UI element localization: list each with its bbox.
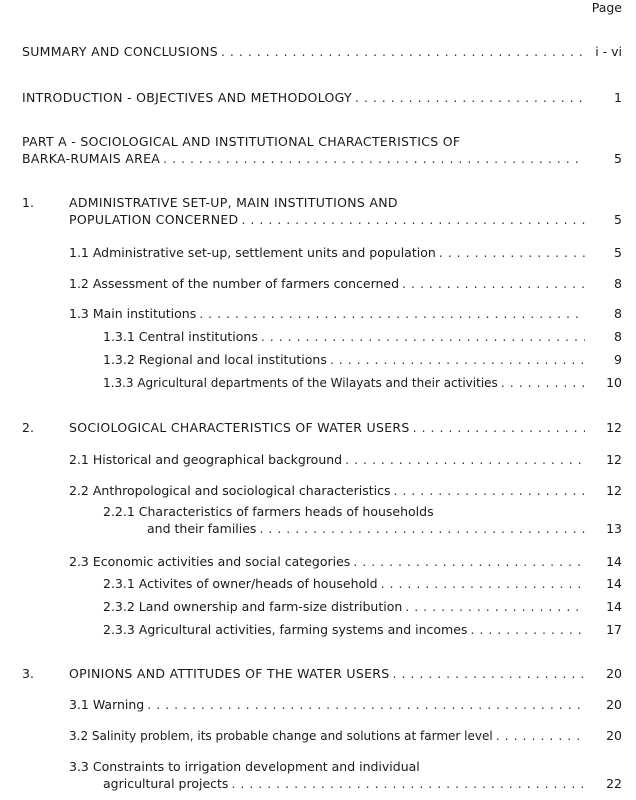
toc-entry-1-2 [69, 276, 588, 292]
toc-entry-2-1 [69, 452, 588, 468]
leader-dots [241, 212, 585, 228]
toc-page-number: 8 [614, 329, 622, 344]
toc-label: agricultural projects [103, 776, 229, 791]
toc-page-number: 9 [614, 352, 622, 367]
toc-label: 2.3.3 Agricultural activities, farming systems and incomes [103, 622, 468, 637]
leader-dots [439, 245, 585, 261]
toc-label: BARKA-RUMAIS AREA [22, 151, 161, 166]
leader-dots [381, 576, 585, 592]
toc-page-number: 20 [606, 666, 622, 681]
toc-label: 1.3.2 Regional and local institutions [103, 352, 327, 367]
toc-page-number: 12 [606, 452, 622, 467]
toc-label: 2.3 Economic activities and social categories [69, 554, 351, 569]
toc-page-number: 12 [606, 483, 622, 498]
leader-dots [330, 352, 585, 368]
toc-entry-1-3-3 [103, 375, 588, 391]
toc-entry-1-1 [69, 245, 588, 261]
leader-dots [501, 375, 585, 391]
toc-entry-1-3 [69, 306, 588, 322]
toc-entry-2-2-1-line1: 2.2.1 Characteristics of farmers heads of households [103, 504, 434, 519]
toc-page-number: i - vi [595, 44, 622, 59]
toc-entry-2-3 [69, 554, 588, 570]
leader-dots [355, 90, 585, 106]
toc-page-number: 20 [606, 697, 622, 712]
toc-entry-introduction [22, 90, 588, 106]
toc-page-number: 8 [614, 276, 622, 291]
toc-entry-part-a-line1: PART A - SOCIOLOGICAL AND INSTITUTIONAL CHARACTERISTICS OF [22, 134, 461, 149]
leader-dots [147, 697, 585, 713]
section-number-1: 1. [22, 195, 34, 210]
toc-page-number: 12 [606, 420, 622, 435]
toc-label: 1.3 Main institutions [69, 306, 197, 321]
leader-dots [496, 728, 585, 744]
toc-entry-2-3-3 [103, 622, 588, 638]
toc-page-number: 14 [606, 554, 622, 569]
toc-page-number: 1 [614, 90, 622, 105]
toc-label: 2.3.2 Land ownership and farm-size distribution [103, 599, 403, 614]
toc-label: 2.2 Anthropological and sociological characteristics [69, 483, 391, 498]
leader-dots [394, 483, 585, 499]
leader-dots [393, 666, 586, 682]
leader-dots [259, 521, 585, 537]
toc-entry-s1 [69, 212, 588, 228]
leader-dots [231, 776, 585, 792]
toc-entry-part-a [22, 151, 588, 167]
toc-label: SOCIOLOGICAL CHARACTERISTICS OF WATER USERS [69, 420, 410, 435]
toc-entry-2-3-2 [103, 599, 588, 615]
toc-page-number: 10 [606, 375, 622, 390]
toc-entry-s2 [69, 420, 588, 436]
toc-label: 3.2 Salinity problem, its probable change and solutions at farmer level [69, 729, 493, 743]
toc-label: 1.1 Administrative set-up, settlement units and population [69, 245, 436, 260]
toc-entry-s1-line1: ADMINISTRATIVE SET-UP, MAIN INSTITUTIONS AND [69, 195, 398, 210]
toc-page-number: 5 [614, 212, 622, 227]
leader-dots [402, 276, 585, 292]
leader-dots [353, 554, 585, 570]
toc-entry-1-3-2 [103, 352, 588, 368]
leader-dots [163, 151, 585, 167]
leader-dots [405, 599, 585, 615]
section-number-2: 2. [22, 420, 34, 435]
toc-entry-s3 [69, 666, 588, 682]
toc-label: 1.2 Assessment of the number of farmers concerned [69, 276, 400, 291]
toc-label: 1.3.3 Agricultural departments of the Wilayats and their activities [103, 376, 498, 390]
toc-page-number: 14 [606, 576, 622, 591]
toc-page-number: 14 [606, 599, 622, 614]
toc-label: INTRODUCTION - OBJECTIVES AND METHODOLOGY [22, 90, 352, 105]
toc-entry-summary [22, 44, 588, 60]
toc-label: 3.1 Warning [69, 697, 145, 712]
toc-page-number: 8 [614, 306, 622, 321]
toc-page-number: 20 [606, 728, 622, 743]
leader-dots [221, 44, 585, 60]
toc-label: SUMMARY AND CONCLUSIONS [22, 44, 218, 59]
section-number-3: 3. [22, 666, 34, 681]
toc-label: 2.1 Historical and geographical background [69, 452, 343, 467]
toc-label: 2.3.1 Activites of owner/heads of household [103, 576, 378, 591]
toc-entry-3-3 [103, 776, 588, 792]
toc-label: 1.3.1 Central institutions [103, 329, 258, 344]
toc-label: POPULATION CONCERNED [69, 212, 239, 227]
toc-label: OPINIONS AND ATTITUDES OF THE WATER USERS [69, 666, 390, 681]
toc-entry-3-1 [69, 697, 588, 713]
toc-entry-1-3-1 [103, 329, 588, 345]
toc-entry-3-2 [69, 728, 588, 744]
toc-entry-2-3-1 [103, 576, 588, 592]
toc-page-number: 17 [606, 622, 622, 637]
toc-page-number: 5 [614, 151, 622, 166]
toc-entry-2-2 [69, 483, 588, 499]
leader-dots [413, 420, 585, 436]
page-column-header: Page [591, 0, 622, 15]
toc-label: and their families [147, 521, 257, 536]
leader-dots [199, 306, 585, 322]
leader-dots [261, 329, 585, 345]
toc-entry-3-3-line1: 3.3 Constraints to irrigation development and individual [69, 759, 420, 774]
toc-page-number: 13 [606, 521, 622, 536]
leader-dots [345, 452, 585, 468]
toc-page-number: 5 [614, 245, 622, 260]
leader-dots [470, 622, 585, 638]
toc-page-number: 22 [606, 776, 622, 791]
toc-entry-2-2-1 [147, 521, 588, 537]
